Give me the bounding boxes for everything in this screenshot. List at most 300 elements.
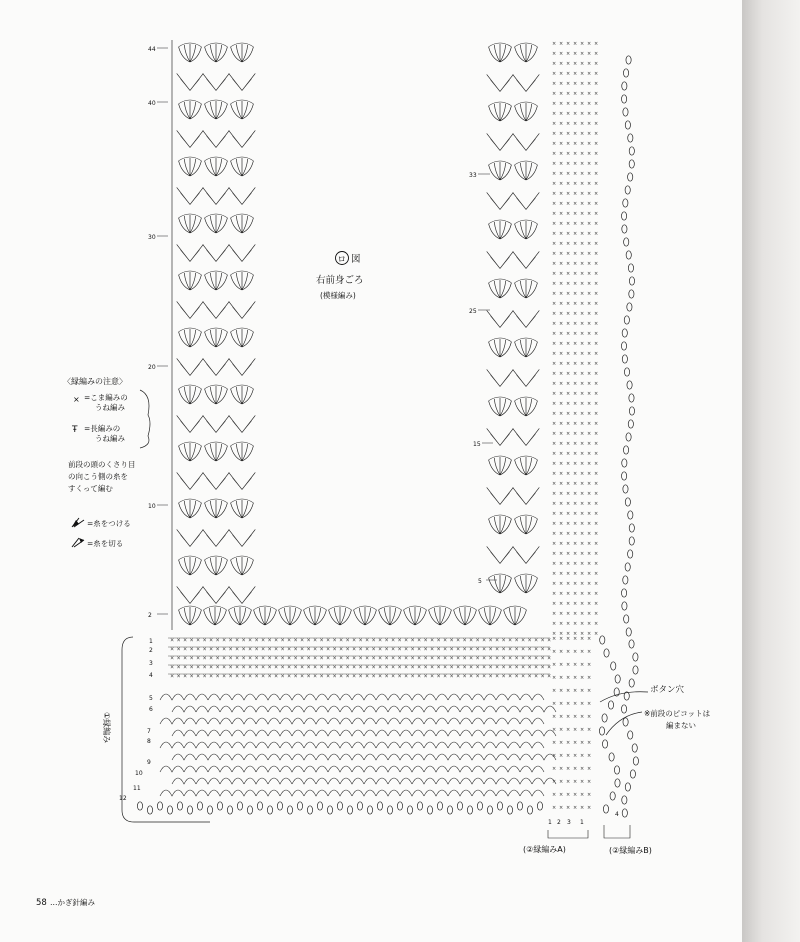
svg-text:×: × (358, 637, 363, 644)
row-label-2: 2 (148, 612, 152, 619)
svg-text:×: × (293, 646, 298, 653)
svg-text:×: × (587, 521, 592, 527)
svg-text:×: × (410, 646, 415, 653)
svg-text:×: × (573, 361, 578, 367)
svg-text:×: × (436, 637, 441, 644)
svg-text:×: × (241, 655, 246, 662)
svg-text:×: × (552, 191, 557, 197)
svg-text:×: × (559, 431, 564, 437)
svg-text:×: × (573, 779, 578, 785)
svg-text:×: × (587, 805, 592, 811)
svg-text:×: × (552, 261, 557, 267)
svg-text:×: × (501, 673, 506, 680)
svg-text:×: × (547, 655, 552, 662)
svg-text:×: × (566, 211, 571, 217)
svg-text:×: × (573, 531, 578, 537)
svg-text:×: × (566, 501, 571, 507)
svg-text:×: × (552, 411, 557, 417)
svg-text:×: × (573, 521, 578, 527)
svg-text:×: × (365, 655, 370, 662)
svg-text:×: × (573, 371, 578, 377)
svg-text:×: × (580, 451, 585, 457)
svg-text:×: × (566, 201, 571, 207)
svg-text:×: × (580, 491, 585, 497)
svg-text:×: × (587, 301, 592, 307)
svg-text:×: × (313, 664, 318, 671)
svg-text:×: × (391, 655, 396, 662)
svg-text:×: × (580, 161, 585, 167)
svg-text:×: × (587, 201, 592, 207)
svg-text:×: × (573, 51, 578, 57)
svg-text:×: × (566, 271, 571, 277)
svg-text:×: × (241, 664, 246, 671)
svg-text:×: × (587, 61, 592, 67)
svg-text:×: × (594, 181, 599, 187)
svg-text:×: × (580, 61, 585, 67)
svg-text:×: × (566, 321, 571, 327)
edge-row-7: 7 (147, 728, 151, 735)
buttonhole-note-2: 編まない (666, 721, 696, 730)
left-row-labels (148, 46, 168, 619)
svg-text:×: × (430, 646, 435, 653)
svg-text:×: × (280, 664, 285, 671)
svg-text:×: × (580, 611, 585, 617)
svg-text:×: × (573, 591, 578, 597)
svg-text:×: × (482, 637, 487, 644)
svg-text:×: × (300, 655, 305, 662)
svg-text:×: × (587, 111, 592, 117)
svg-text:×: × (566, 714, 571, 720)
svg-text:×: × (384, 655, 389, 662)
edge-row-11: 11 (133, 785, 141, 792)
border2a-digit-3: 3 (567, 819, 571, 826)
svg-text:×: × (313, 637, 318, 644)
svg-text:×: × (573, 261, 578, 267)
svg-text:×: × (594, 371, 599, 377)
svg-text:×: × (573, 241, 578, 247)
svg-text:×: × (587, 81, 592, 87)
left-edge-row-labels (119, 638, 153, 802)
svg-text:×: × (456, 673, 461, 680)
svg-text:×: × (514, 664, 519, 671)
svg-text:×: × (559, 181, 564, 187)
svg-text:×: × (559, 631, 564, 637)
svg-text:×: × (573, 391, 578, 397)
svg-text:×: × (566, 161, 571, 167)
svg-text:×: × (587, 688, 592, 694)
svg-text:×: × (580, 211, 585, 217)
svg-text:×: × (580, 792, 585, 798)
svg-text:×: × (559, 531, 564, 537)
svg-text:×: × (552, 301, 557, 307)
svg-text:×: × (345, 655, 350, 662)
svg-text:×: × (559, 81, 564, 87)
svg-text:×: × (587, 649, 592, 655)
svg-text:×: × (566, 221, 571, 227)
svg-text:×: × (573, 71, 578, 77)
svg-text:×: × (594, 621, 599, 627)
svg-text:×: × (573, 121, 578, 127)
svg-text:×: × (594, 471, 599, 477)
svg-text:×: × (566, 151, 571, 157)
svg-text:×: × (559, 441, 564, 447)
svg-text:×: × (566, 792, 571, 798)
svg-text:×: × (566, 231, 571, 237)
svg-text:×: × (594, 481, 599, 487)
svg-text:×: × (587, 714, 592, 720)
svg-text:×: × (552, 611, 557, 617)
svg-text:×: × (482, 664, 487, 671)
svg-text:×: × (235, 655, 240, 662)
svg-text:×: × (566, 261, 571, 267)
svg-text:×: × (241, 673, 246, 680)
svg-text:×: × (319, 637, 324, 644)
svg-text:×: × (358, 646, 363, 653)
svg-text:×: × (332, 637, 337, 644)
svg-text:×: × (514, 655, 519, 662)
svg-text:×: × (319, 646, 324, 653)
svg-text:×: × (573, 171, 578, 177)
svg-text:×: × (547, 673, 552, 680)
figure-title-block (316, 252, 364, 301)
svg-text:×: × (559, 131, 564, 137)
svg-text:×: × (552, 121, 557, 127)
svg-text:×: × (552, 511, 557, 517)
svg-text:×: × (559, 636, 564, 642)
svg-text:×: × (313, 673, 318, 680)
edge-row-6: 6 (149, 706, 153, 713)
svg-text:×: × (384, 646, 389, 653)
svg-text:×: × (559, 101, 564, 107)
svg-text:×: × (552, 471, 557, 477)
svg-text:×: × (397, 664, 402, 671)
svg-text:×: × (267, 646, 272, 653)
svg-text:×: × (573, 91, 578, 97)
cut-yarn-icon (72, 538, 84, 547)
border2b-digit: 4 (615, 811, 619, 818)
svg-text:×: × (469, 646, 474, 653)
svg-text:×: × (559, 141, 564, 147)
svg-text:×: × (580, 581, 585, 587)
svg-text:×: × (552, 381, 557, 387)
svg-text:×: × (397, 646, 402, 653)
svg-text:×: × (566, 181, 571, 187)
svg-text:×: × (552, 311, 557, 317)
svg-text:×: × (222, 673, 227, 680)
svg-text:×: × (559, 61, 564, 67)
svg-text:×: × (404, 673, 409, 680)
svg-text:×: × (559, 211, 564, 217)
svg-text:×: × (488, 655, 493, 662)
svg-text:×: × (469, 637, 474, 644)
svg-text:×: × (514, 646, 519, 653)
svg-text:×: × (209, 646, 214, 653)
svg-text:×: × (580, 688, 585, 694)
svg-text:×: × (594, 141, 599, 147)
svg-text:×: × (352, 646, 357, 653)
svg-text:×: × (495, 646, 500, 653)
svg-text:×: × (573, 805, 578, 811)
svg-text:×: × (580, 291, 585, 297)
svg-text:×: × (527, 637, 532, 644)
legend-sc-text-2: うね編み (95, 403, 125, 412)
svg-text:×: × (397, 655, 402, 662)
svg-text:×: × (594, 301, 599, 307)
svg-text:×: × (573, 501, 578, 507)
svg-text:×: × (594, 411, 599, 417)
svg-text:×: × (222, 637, 227, 644)
svg-text:×: × (580, 311, 585, 317)
svg-text:×: × (261, 655, 266, 662)
svg-text:×: × (566, 191, 571, 197)
svg-text:×: × (594, 461, 599, 467)
svg-text:×: × (566, 753, 571, 759)
svg-text:×: × (580, 561, 585, 567)
svg-text:×: × (594, 501, 599, 507)
figure-id: ロ (337, 255, 347, 265)
svg-text:×: × (573, 561, 578, 567)
svg-text:×: × (196, 664, 201, 671)
svg-text:×: × (580, 321, 585, 327)
svg-text:×: × (587, 131, 592, 137)
svg-text:×: × (559, 727, 564, 733)
svg-text:×: × (594, 631, 599, 637)
svg-text:×: × (423, 646, 428, 653)
svg-text:×: × (594, 311, 599, 317)
svg-text:×: × (566, 291, 571, 297)
svg-text:×: × (566, 561, 571, 567)
svg-text:×: × (552, 131, 557, 137)
svg-text:×: × (580, 714, 585, 720)
svg-text:×: × (594, 591, 599, 597)
svg-text:×: × (552, 41, 557, 47)
svg-text:×: × (552, 361, 557, 367)
svg-text:×: × (573, 581, 578, 587)
svg-text:×: × (566, 81, 571, 87)
svg-text:×: × (196, 673, 201, 680)
svg-text:×: × (573, 601, 578, 607)
svg-text:×: × (559, 171, 564, 177)
svg-text:×: × (587, 141, 592, 147)
svg-text:×: × (287, 646, 292, 653)
svg-text:×: × (573, 381, 578, 387)
svg-text:×: × (306, 637, 311, 644)
svg-text:×: × (580, 411, 585, 417)
svg-text:×: × (332, 655, 337, 662)
figure-pattern-name: (模様編み) (320, 291, 356, 300)
svg-text:×: × (566, 631, 571, 637)
svg-text:×: × (580, 631, 585, 637)
svg-text:×: × (594, 321, 599, 327)
svg-text:×: × (559, 662, 564, 668)
svg-text:×: × (573, 81, 578, 87)
svg-text:×: × (559, 371, 564, 377)
svg-text:×: × (566, 61, 571, 67)
svg-text:×: × (573, 441, 578, 447)
svg-text:×: × (228, 664, 233, 671)
svg-text:×: × (547, 637, 552, 644)
svg-text:×: × (552, 601, 557, 607)
svg-text:×: × (573, 511, 578, 517)
svg-text:×: × (559, 111, 564, 117)
svg-text:×: × (594, 251, 599, 257)
svg-text:×: × (552, 779, 557, 785)
svg-text:×: × (417, 637, 422, 644)
svg-text:×: × (566, 121, 571, 127)
svg-text:×: × (573, 675, 578, 681)
svg-text:×: × (594, 291, 599, 297)
svg-text:×: × (371, 637, 376, 644)
svg-text:×: × (552, 431, 557, 437)
svg-text:×: × (501, 646, 506, 653)
svg-text:×: × (170, 655, 175, 662)
svg-text:×: × (587, 621, 592, 627)
edge-row-2: 2 (149, 647, 153, 654)
svg-text:×: × (566, 601, 571, 607)
border-1-band (137, 694, 556, 814)
svg-text:×: × (319, 664, 324, 671)
svg-text:×: × (573, 401, 578, 407)
svg-text:×: × (566, 71, 571, 77)
svg-text:×: × (587, 271, 592, 277)
svg-text:×: × (594, 231, 599, 237)
left-pattern-panel (172, 40, 255, 630)
svg-text:×: × (443, 646, 448, 653)
svg-text:×: × (573, 491, 578, 497)
svg-text:×: × (587, 611, 592, 617)
svg-text:×: × (404, 637, 409, 644)
svg-text:×: × (587, 221, 592, 227)
svg-text:×: × (559, 221, 564, 227)
border-2-band (552, 41, 638, 817)
svg-text:×: × (566, 451, 571, 457)
svg-text:×: × (587, 451, 592, 457)
page-number: 58 (36, 898, 47, 908)
legend-dc-symbol: Ŧ (72, 425, 78, 435)
svg-text:×: × (170, 646, 175, 653)
svg-text:×: × (552, 591, 557, 597)
svg-text:×: × (287, 673, 292, 680)
svg-text:×: × (436, 646, 441, 653)
svg-text:×: × (559, 491, 564, 497)
svg-text:×: × (580, 141, 585, 147)
svg-text:×: × (573, 766, 578, 772)
svg-text:×: × (552, 571, 557, 577)
footer-text: …かぎ針編み (50, 898, 95, 907)
svg-text:×: × (566, 301, 571, 307)
svg-text:×: × (573, 541, 578, 547)
svg-text:×: × (358, 664, 363, 671)
buttonhole-label: ボタン穴 (650, 685, 685, 695)
svg-text:×: × (587, 51, 592, 57)
svg-text:×: × (183, 673, 188, 680)
svg-text:×: × (267, 637, 272, 644)
svg-text:×: × (423, 637, 428, 644)
svg-text:×: × (594, 271, 599, 277)
svg-text:×: × (573, 341, 578, 347)
svg-text:×: × (196, 646, 201, 653)
svg-text:×: × (552, 421, 557, 427)
svg-text:×: × (580, 221, 585, 227)
svg-text:×: × (508, 664, 513, 671)
svg-text:×: × (573, 271, 578, 277)
svg-text:×: × (573, 111, 578, 117)
svg-text:×: × (183, 637, 188, 644)
svg-text:×: × (580, 171, 585, 177)
svg-text:×: × (594, 261, 599, 267)
svg-text:×: × (521, 646, 526, 653)
svg-text:×: × (552, 766, 557, 772)
svg-text:×: × (527, 655, 532, 662)
svg-text:×: × (215, 655, 220, 662)
svg-text:×: × (566, 351, 571, 357)
svg-text:×: × (559, 561, 564, 567)
svg-text:×: × (580, 421, 585, 427)
svg-text:×: × (566, 41, 571, 47)
svg-text:×: × (552, 291, 557, 297)
legend (63, 376, 150, 548)
svg-text:×: × (417, 664, 422, 671)
svg-text:×: × (573, 411, 578, 417)
svg-text:×: × (573, 231, 578, 237)
svg-text:×: × (552, 753, 557, 759)
svg-text:×: × (209, 664, 214, 671)
svg-text:×: × (594, 391, 599, 397)
svg-text:×: × (241, 637, 246, 644)
svg-text:×: × (254, 637, 259, 644)
svg-text:×: × (176, 646, 181, 653)
svg-text:×: × (527, 673, 532, 680)
svg-text:×: × (456, 655, 461, 662)
svg-text:×: × (566, 461, 571, 467)
svg-text:×: × (587, 511, 592, 517)
svg-text:×: × (566, 131, 571, 137)
svg-text:×: × (559, 271, 564, 277)
svg-text:×: × (587, 779, 592, 785)
svg-text:×: × (559, 753, 564, 759)
svg-text:×: × (345, 664, 350, 671)
svg-text:×: × (371, 655, 376, 662)
legend-cut-text: =糸を切る (87, 539, 124, 548)
svg-text:×: × (552, 351, 557, 357)
svg-text:×: × (222, 655, 227, 662)
svg-text:×: × (559, 151, 564, 157)
svg-text:×: × (587, 211, 592, 217)
svg-text:×: × (566, 51, 571, 57)
svg-text:×: × (345, 646, 350, 653)
svg-text:×: × (587, 401, 592, 407)
svg-text:×: × (587, 391, 592, 397)
svg-text:×: × (384, 664, 389, 671)
svg-text:×: × (559, 649, 564, 655)
svg-text:×: × (559, 321, 564, 327)
svg-text:×: × (352, 673, 357, 680)
svg-text:×: × (215, 664, 220, 671)
svg-text:×: × (587, 361, 592, 367)
svg-text:×: × (462, 673, 467, 680)
svg-text:×: × (287, 664, 292, 671)
svg-text:×: × (566, 341, 571, 347)
attach-yarn-icon (72, 518, 84, 527)
svg-text:×: × (566, 779, 571, 785)
svg-text:×: × (566, 551, 571, 557)
svg-text:×: × (594, 331, 599, 337)
svg-text:×: × (559, 391, 564, 397)
svg-text:×: × (326, 637, 331, 644)
edge-row-10: 10 (135, 770, 143, 777)
svg-text:×: × (417, 655, 422, 662)
svg-text:×: × (215, 637, 220, 644)
